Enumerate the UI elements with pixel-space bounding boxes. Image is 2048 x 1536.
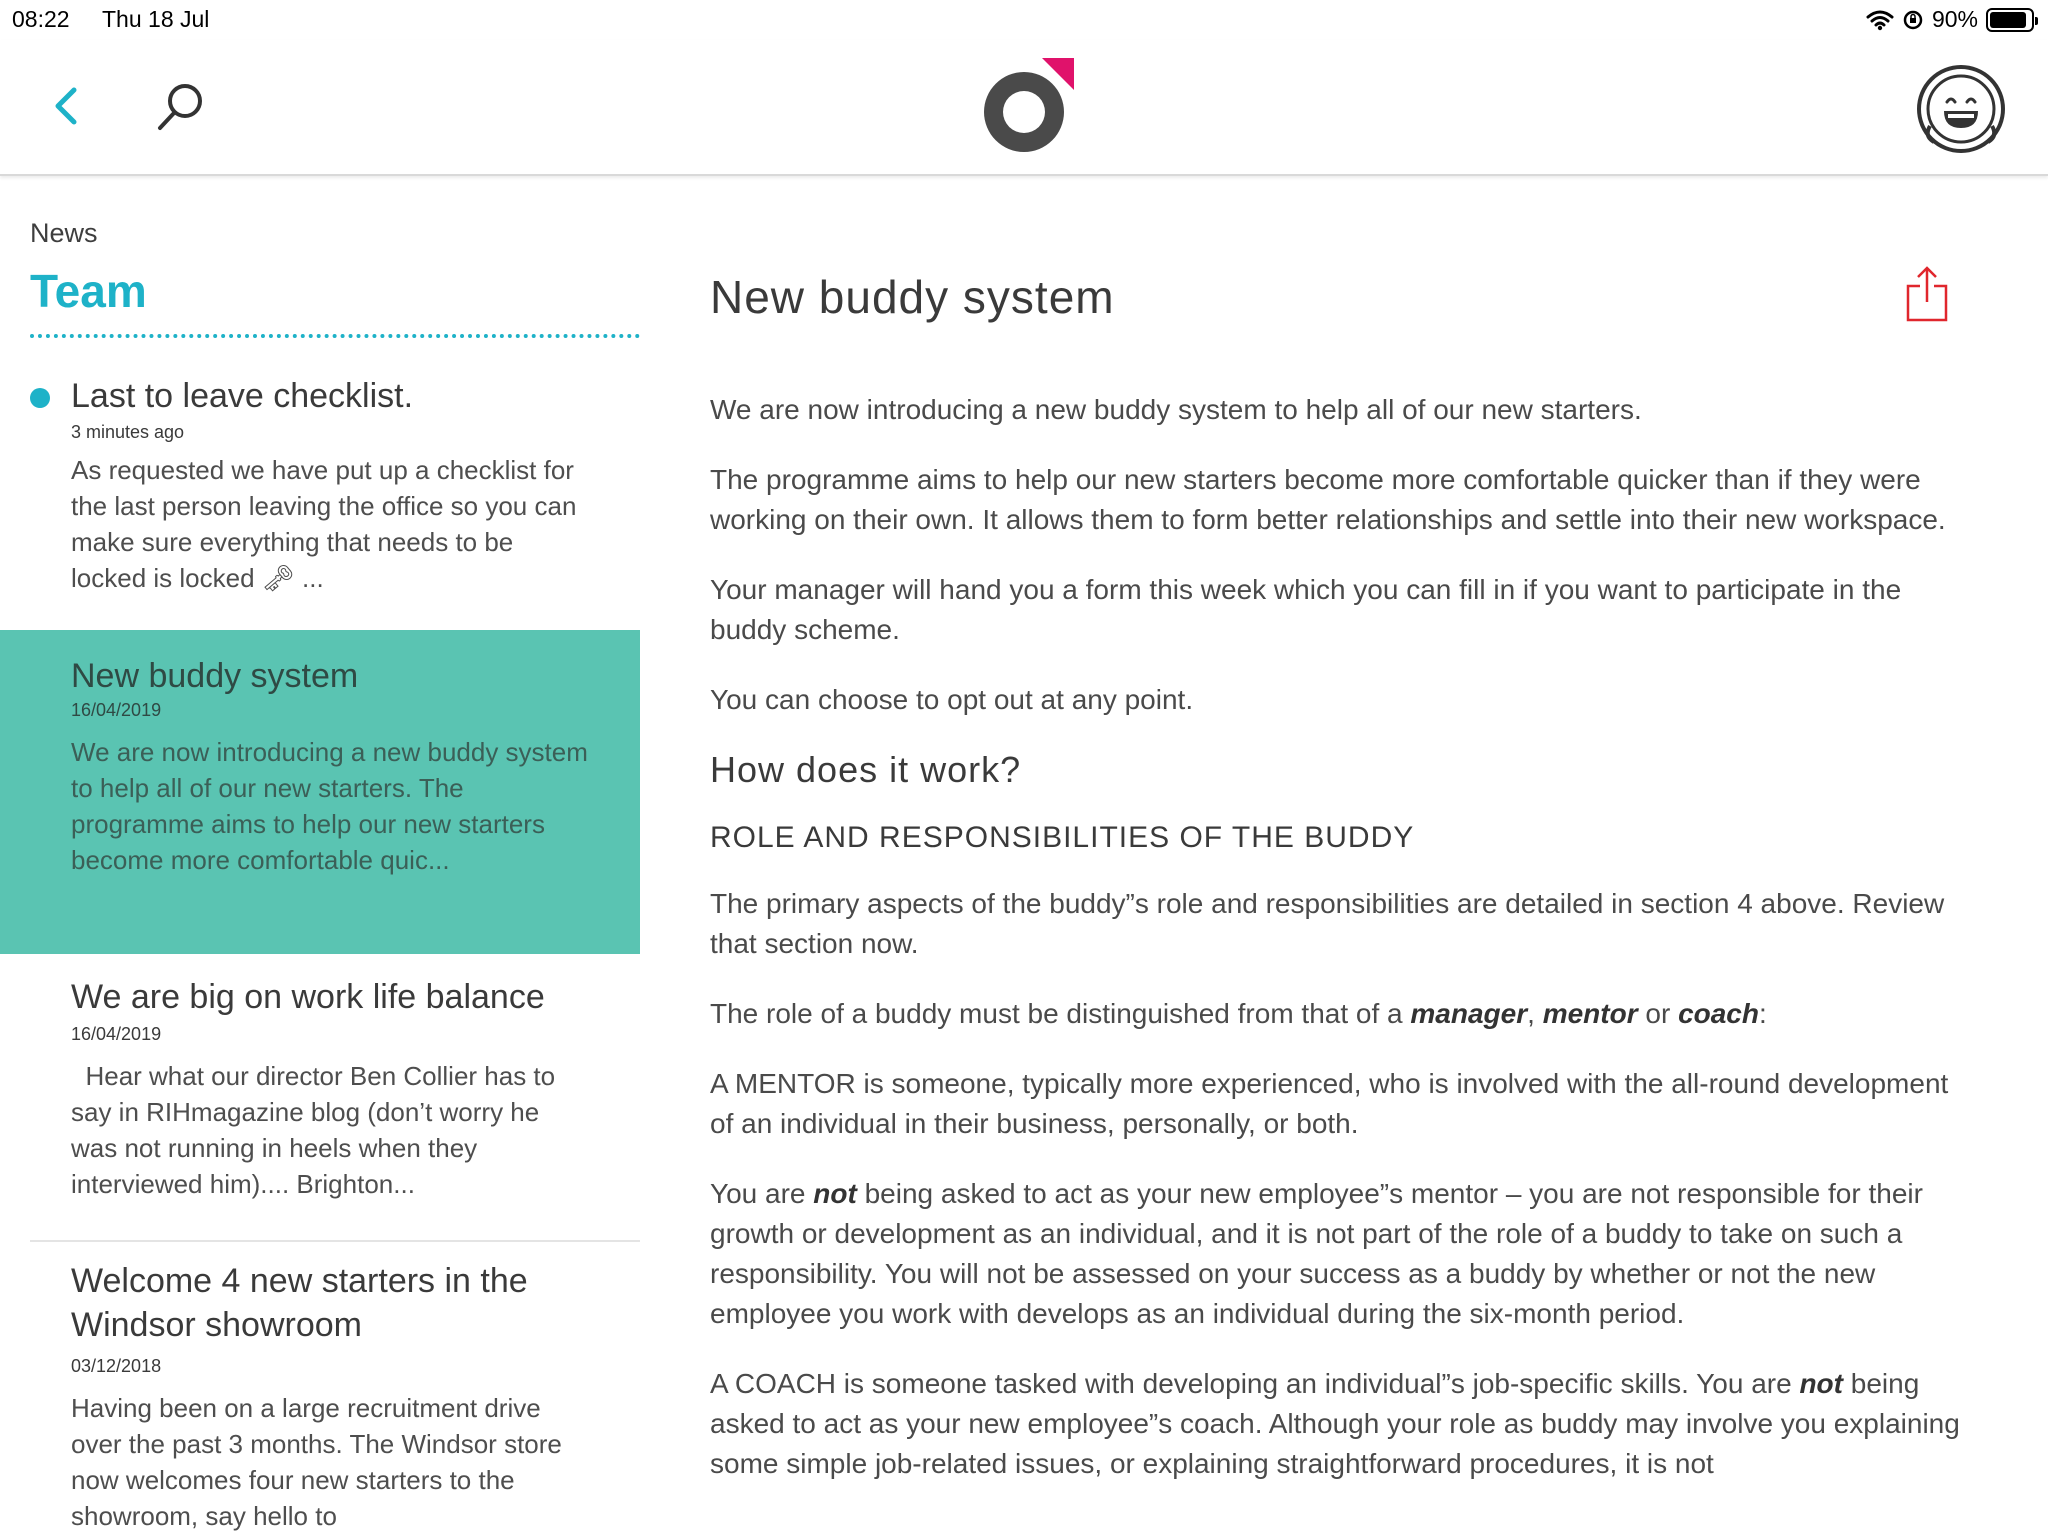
article-paragraph-coach <box>710 1364 1970 1484</box>
text-run: being asked to act as your new employee”s mentor – you are not responsible for their growth or development as an individual, and it is not part of the role of a buddy to take on such a responsibility. You will not be assessed on your success as a buddy by whether or not the new employee you work with develops as an individual during the six-month period. <box>710 1178 1923 1329</box>
smiley-avatar-icon <box>1916 64 2006 154</box>
share-icon <box>1904 264 1950 324</box>
list-item-date: 16/04/2019 <box>71 700 162 720</box>
list-item-welcome-new-starters[interactable] <box>0 1242 640 1536</box>
share-button[interactable] <box>1904 264 1950 324</box>
article-paragraph: The programme aims to help our new starters become more comfortable quicker than if they were working on their own. It allows them to form better relationships and settle into their new workspace. <box>710 464 1946 535</box>
status-date: Thu 18 Jul <box>102 6 210 32</box>
list-item-excerpt: Having been on a large recruitment drive over the past 3 months. The Windsor store now welcomes four new starters to the showroom, say hello to <box>71 1393 562 1531</box>
article-paragraph: We are now introducing a new buddy system to help all of our new starters. <box>710 394 1642 425</box>
list-item-excerpt: We are now introducing a new buddy system to help all of our new starters. The programme aims to help our new starters become more comfortable quic... <box>71 737 588 875</box>
list-item-title: We are big on work life balance <box>71 978 545 1016</box>
text-run: or <box>1637 998 1679 1029</box>
text-run: A COACH is someone tasked with developing an individual”s job-specific skills. You are <box>710 1368 1800 1399</box>
article-section-heading: ROLE AND RESPONSIBILITIES OF THE BUDDY <box>710 821 1415 854</box>
unread-indicator <box>30 388 50 408</box>
list-item-date: 03/12/2018 <box>71 1356 162 1376</box>
list-item-title: Last to leave checklist. <box>71 377 414 415</box>
text-run: being asked to act as your new employee”s coach. Although your role as buddy may involve you explaining some simple job-related issues, or explaining straightforward procedures, it is not <box>710 1368 1960 1479</box>
chevron-left-icon <box>44 78 92 134</box>
list-item-big-on-work-life[interactable] <box>0 956 640 1240</box>
wifi-icon <box>1866 9 1894 31</box>
article-panel <box>710 178 2010 1536</box>
list-item-new-buddy-system[interactable] <box>0 630 640 954</box>
article-body <box>710 390 1970 1514</box>
emphasis-coach: coach <box>1678 998 1759 1029</box>
article-paragraph: A MENTOR is someone, typically more experienced, who is involved with the all-round development of an individual in their business, personally, or both. <box>710 1068 1949 1139</box>
status-bar <box>0 0 2048 40</box>
battery-fill <box>1990 12 2026 28</box>
profile-avatar-button[interactable] <box>1916 64 2006 154</box>
text-run: The role of a buddy must be distinguished from that of a <box>710 998 1411 1029</box>
text-run: : <box>1759 998 1767 1029</box>
dotted-divider <box>30 334 640 338</box>
search-button[interactable] <box>154 80 208 134</box>
list-item-date: 3 minutes ago <box>71 422 185 442</box>
article-title: New buddy system <box>710 271 1115 323</box>
battery-percent: 90% <box>1931 6 1978 32</box>
emphasis-mentor: mentor <box>1542 998 1638 1029</box>
battery-icon <box>1986 8 2034 32</box>
article-subheading: How does it work? <box>710 749 1022 790</box>
emphasis-not: not <box>813 1178 857 1209</box>
section-title: Team <box>30 265 147 317</box>
list-item-date: 16/04/2019 <box>71 1024 162 1044</box>
list-item-title: New buddy system <box>71 657 359 695</box>
battery-tip <box>2035 17 2038 25</box>
rotation-lock-icon <box>1902 9 1924 31</box>
ring-logo-icon <box>970 56 1076 162</box>
back-button[interactable] <box>44 78 92 134</box>
article-paragraph: The primary aspects of the buddy”s role and responsibilities are detailed in section 4 above. Review that section now. <box>710 888 1945 959</box>
article-paragraph-roles <box>710 994 1970 1034</box>
search-icon <box>154 80 208 134</box>
text-run: You are <box>710 1178 814 1209</box>
app-header <box>0 40 2048 176</box>
article-paragraph: You can choose to opt out at any point. <box>710 684 1194 715</box>
article-paragraph: Your manager will hand you a form this week which you can fill in if you want to participate in the buddy scheme. <box>710 574 1902 645</box>
text-run: , <box>1527 998 1543 1029</box>
article-paragraph-mentor <box>710 1174 1970 1334</box>
list-item-excerpt: As requested we have put up a checklist for the last person leaving the office so you can make sure everything that needs to be locked is locked 🗝 ... <box>71 455 577 593</box>
emphasis-not: not <box>1799 1368 1843 1399</box>
breadcrumb[interactable]: News <box>30 218 98 248</box>
list-item-excerpt: Hear what our director Ben Collier has to say in RIHmagazine blog (don’t worry he was not running in heels when they interviewed him).... Brighton... <box>71 1061 563 1199</box>
app-logo <box>970 56 1076 162</box>
status-right <box>1866 6 2034 33</box>
list-item-title: Welcome 4 new starters in the Windsor showroom <box>71 1262 528 1344</box>
status-time: 08:22 <box>12 6 70 32</box>
emphasis-manager: manager <box>1410 998 1528 1029</box>
